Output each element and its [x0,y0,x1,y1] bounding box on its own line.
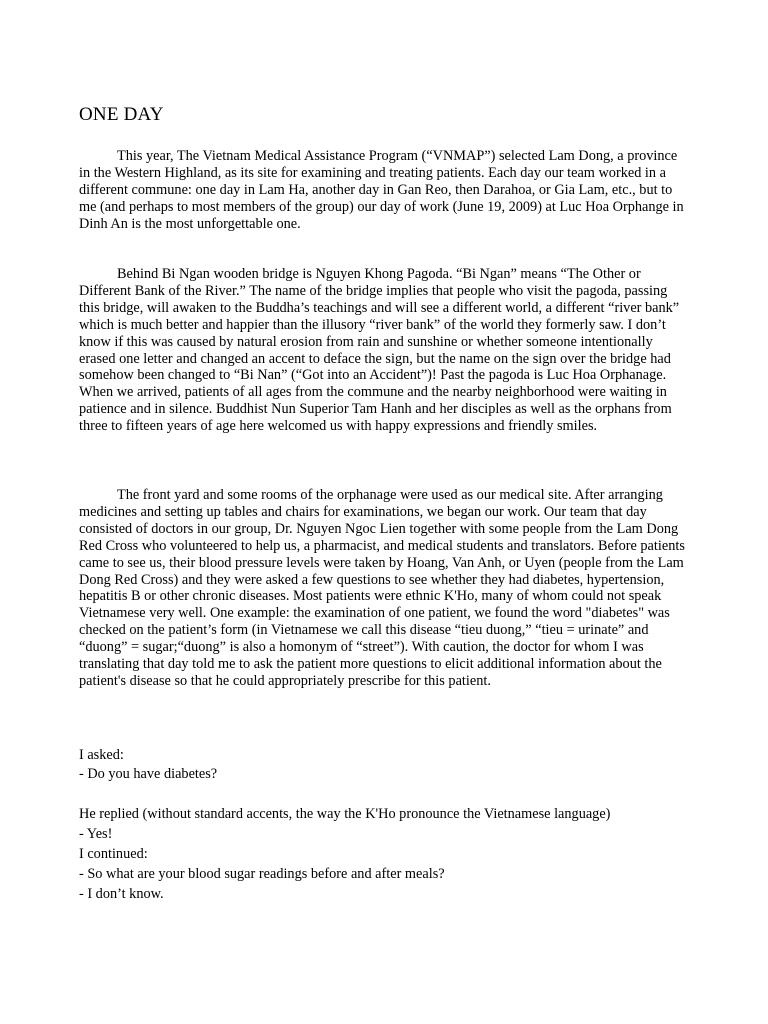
dialogue-answer-1: - Yes! [79,826,113,842]
dialogue-question-2: - So what are your blood sugar readings before and after meals? [79,866,445,882]
dialogue-answer-2: - I don’t know. [79,886,164,902]
document-title: ONE DAY [79,104,164,125]
dialogue-replied: He replied (without standard accents, the way the K'Ho pronounce the Vietnamese language) [79,806,611,822]
paragraph-1: This year, The Vietnam Medical Assistance Program (“VNMAP”) selected Lam Dong, a province in the Western Highland, as its site for examining and treating patients. Each day our team worked in a different commune: one day in Lam Ha, another day in Gan Reo, then Darahoa, or Gia Lam, etc., but to me (and perhaps to most members of the group) our day of work (June 19, 2009) at Luc Hoa Orphange in Dinh An is the most unforgettable one. [79,148,684,232]
dialogue-question-1: - Do you have diabetes? [79,766,218,782]
paragraph-2: Behind Bi Ngan wooden bridge is Nguyen Khong Pagoda. “Bi Ngan” means “The Other or Different Bank of the River.” The name of the bridge implies that people who visit the pagoda, passing this bridge, will awaken to the Buddha’s teachings and will see a different world, a different “river bank” which is much better and happier than the illusory “river bank” of the world they formerly saw. I don’t know if this was caused by natural erosion from rain and sunshine or whether someone intentionally erased one letter and changed an accent to deface the sign, but the name on the sign over the bridge had somehow been changed to “Bi Nan” (“Got into an Accident”)! Past the pagoda is Luc Hoa Orphanage. When we arrived, patients of all ages from the commune and the nearby neighborhood were waiting in patience and in silence. Buddhist Nun Superior Tam Hanh and her disciples as well as the orphans from three to fifteen years of age here welcomed us with happy expressions and friendly smiles. [79,266,680,435]
dialogue-continued: I continued: [79,846,148,862]
paragraph-3: The front yard and some rooms of the orphanage were used as our medical site. After arranging medicines and setting up tables and chairs for examinations, we began our work. Our team that day consisted of doctors in our group, Dr. Nguyen Ngoc Lien together with some people from the Lam Dong Red Cross who volunteered to help us, a pharmacist, and medical students and translators. Before patients came to see us, their blood pressure levels were taken by Hoang, Van Anh, or Uyen (people from the Lam Dong Red Cross) and they were asked a few questions to see whether they had diabetes, hypertension, hepatitis B or other chronic diseases. Most patients were ethnic K'Ho, many of whom could not speak Vietnamese very well. One example: the examination of one patient, we found the word "diabetes" was checked on the patient’s form (in Vietnamese we call this disease “tieu duong,” “tieu = urinate” and “duong” = sugar;“duong” is also a homonym of “street”). With caution, the doctor for whom I was translating that day told me to ask the patient more questions to elicit additional information about the patient's disease so that he could appropriately prescribe for this patient. [79,487,685,689]
dialogue-asked: I asked: [79,747,124,763]
